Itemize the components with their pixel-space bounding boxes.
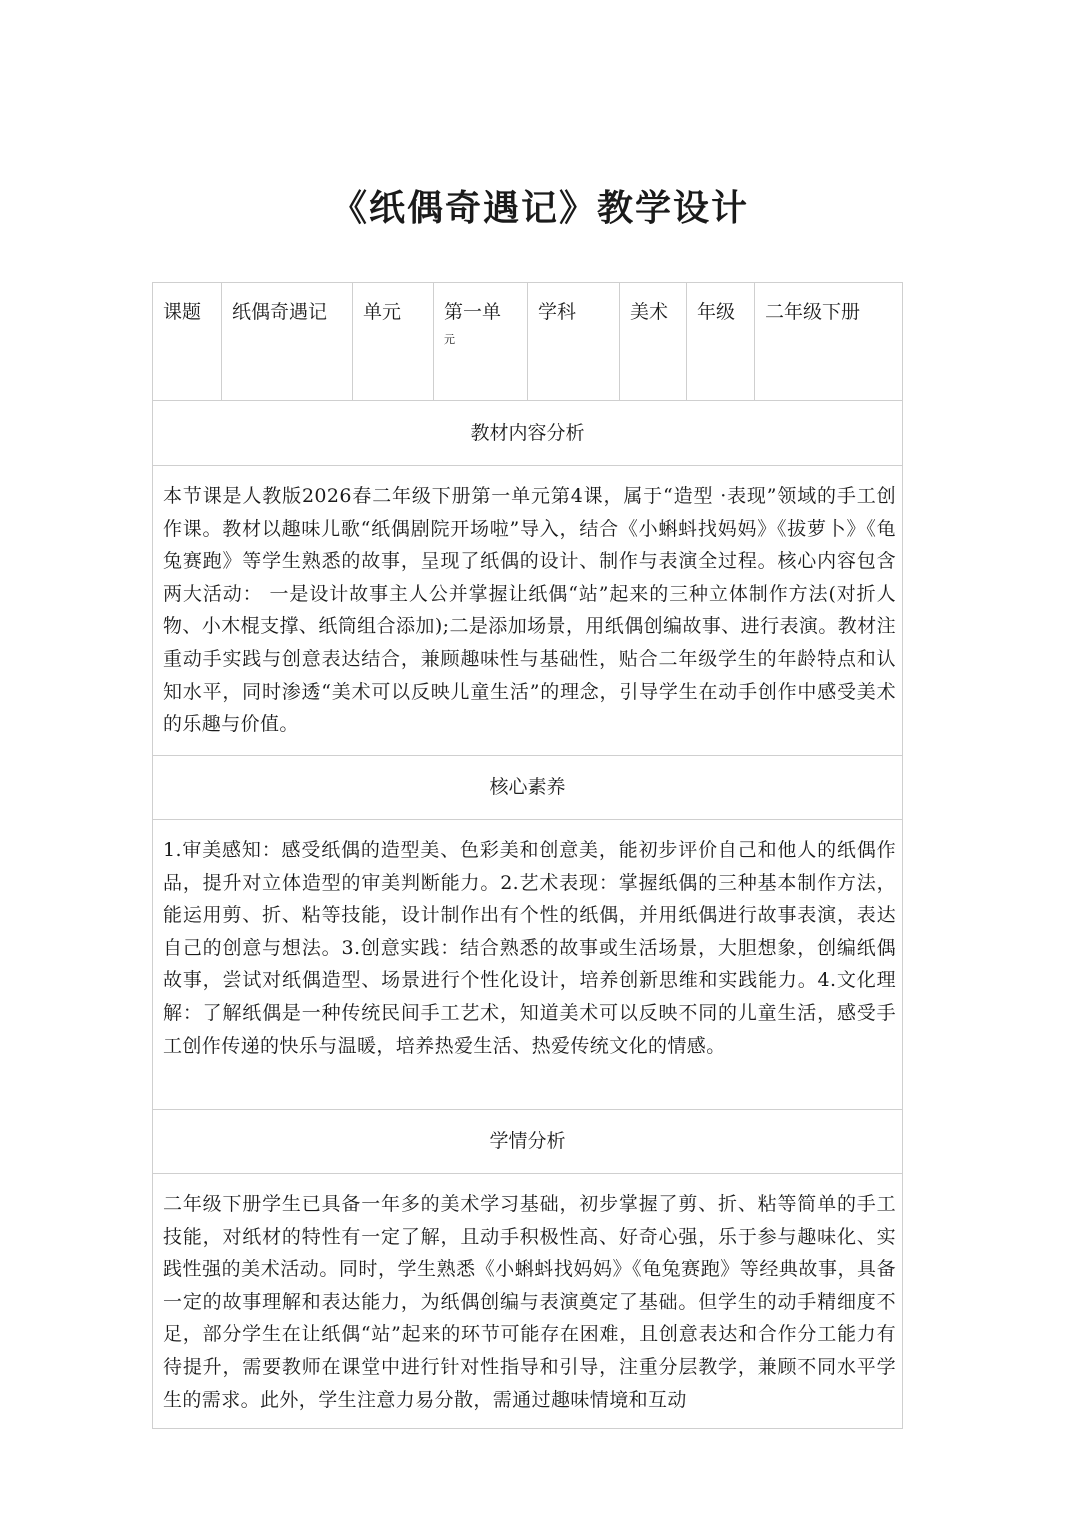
topic-value: 纸偶奇遇记 — [222, 283, 353, 401]
subject-label: 学科 — [528, 283, 620, 401]
section-heading-row — [153, 401, 903, 466]
section-heading-core-literacy: 核心素养 — [153, 756, 903, 820]
unit-value-main: 第一单 — [444, 301, 502, 323]
document-title: 《纸偶奇遇记》教学设计 — [330, 188, 749, 229]
section-body-textbook-analysis: 本节课是人教版2026春二年级下册第一单元第4课，属于“造型 ·表现”领域的手工创作课。教材以趣味儿歌“纸偶剧院开场啦”导入，结合《小蝌蚪找妈妈》《拔萝卜》《龟兔赛跑》等学生熟悉的故事，呈现了纸偶的设计、制作与表演全过程。核心内容包含两大活动： 一是设计故事主人公并掌握让纸偶“站”起来的三种立体制作方法(对折人物、小木棍支撑、纸筒组合添加);二是添加场景，用纸偶创编故事、进行表演。教材注重动手实践与创意表达结合，兼顾趣味性与基础性，贴合二年级学生的年龄特点和认知水平，同时渗透“美术可以反映儿童生活”的理念，引导学生在动手创作中感受美术的乐趣与价值。 — [163, 485, 896, 736]
section-heading-learner-analysis: 学情分析 — [153, 1110, 903, 1174]
unit-label: 单元 — [353, 283, 434, 401]
grade-value: 二年级下册 — [755, 283, 903, 401]
subject-value: 美术 — [620, 283, 687, 401]
section-body-row — [153, 466, 903, 756]
lesson-plan-table — [152, 282, 903, 1429]
unit-value-tail: 元 — [444, 332, 455, 346]
section-heading-row — [153, 1110, 903, 1174]
grade-label: 年级 — [687, 283, 755, 401]
topic-label: 课题 — [153, 283, 222, 401]
unit-value — [434, 283, 528, 401]
section-heading-textbook-analysis: 教材内容分析 — [153, 401, 903, 466]
section-heading-row — [153, 756, 903, 820]
section-body-core-literacy: 1.审美感知：感受纸偶的造型美、色彩美和创意美，能初步评价自己和他人的纸偶作品，提升对立体造型的审美判断能力。2.艺术表现：掌握纸偶的三种基本制作方法，能运用剪、折、粘等技能，设计制作出有个性的纸偶，并用纸偶进行故事表演，表达自己的创意与想法。3.创意实践：结合熟悉的故事或生活场景，大胆想象，创编纸偶故事，尝试对纸偶造型、场景进行个性化设计，培养创新思维和实践能力。4.文化理解：了解纸偶是一种传统民间手工艺术，知道美术可以反映不同的儿童生活，感受手工创作传递的快乐与温暖，培养热爱生活、热爱传统文化的情感。 — [163, 839, 896, 1057]
section-body-row — [153, 1174, 903, 1429]
section-body-row — [153, 820, 903, 1110]
info-row — [153, 283, 903, 401]
section-body-learner-analysis: 二年级下册学生已具备一年多的美术学习基础，初步掌握了剪、折、粘等简单的手工技能，对纸材的特性有一定了解，且动手积极性高、好奇心强，乐于参与趣味化、实践性强的美术活动。同时，学生熟悉《小蝌蚪找妈妈》《龟兔赛跑》等经典故事，具备一定的故事理解和表达能力，为纸偶创编与表演奠定了基础。但学生的动手精细度不足，部分学生在让纸偶“站”起来的环节可能存在困难，且创意表达和合作分工能力有待提升，需要教师在课堂中进行针对性指导和引导，注重分层教学，兼顾不同水平学生的需求。此外，学生注意力易分散，需通过趣味情境和互动 — [163, 1193, 896, 1411]
